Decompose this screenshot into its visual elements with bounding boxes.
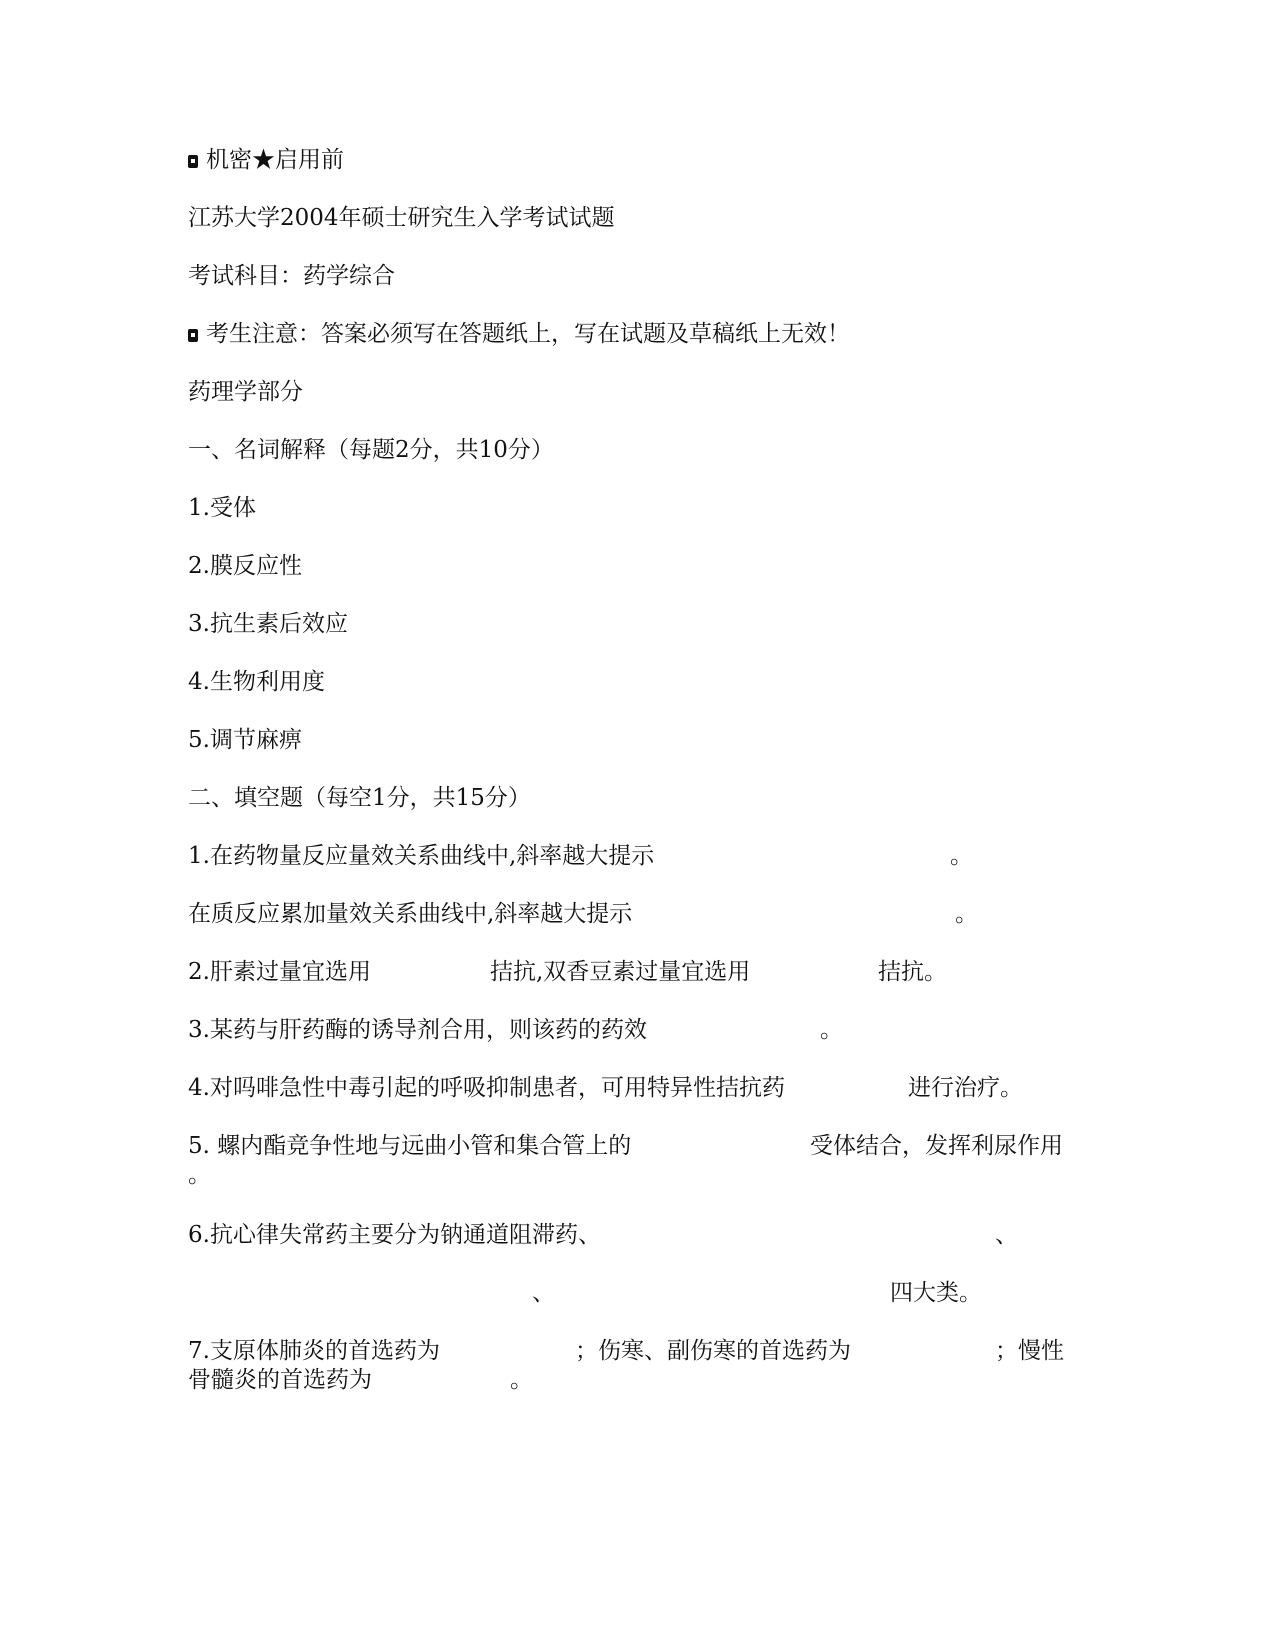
document-box-icon xyxy=(188,329,198,342)
question-5c: 。 xyxy=(188,1162,211,1188)
question-6a: 6.抗心律失常药主要分为钠通道阻滞药、 xyxy=(188,1222,601,1248)
exam-title: 江苏大学2004年硕士研究生入学考试试题 xyxy=(188,205,615,231)
question-1b-end: 。 xyxy=(955,901,978,927)
question-6b: 、 xyxy=(995,1222,1018,1248)
question-2c: 拮抗。 xyxy=(878,959,947,985)
question-7a: 7.支原体肺炎的首选药为 xyxy=(188,1338,440,1364)
question-7c: ；慢性 xyxy=(995,1338,1064,1364)
part1-item: 1.受体 xyxy=(188,495,256,521)
notice-line xyxy=(188,319,850,349)
exam-subject: 考试科目：药学综合 xyxy=(188,263,395,289)
question-5b: 受体结合，发挥利尿作用 xyxy=(810,1133,1063,1159)
section-title: 药理学部分 xyxy=(188,379,303,405)
part2-heading: 二、填空题（每空1分，共15分） xyxy=(188,785,531,811)
question-1a-end: 。 xyxy=(950,843,973,869)
part1-item: 4.生物利用度 xyxy=(188,669,325,695)
question-4b: 进行治疗。 xyxy=(908,1075,1023,1101)
question-5a: 5. 螺内酯竞争性地与远曲小管和集合管上的 xyxy=(188,1133,632,1159)
confidential-line xyxy=(188,145,344,175)
question-7d: 骨髓炎的首选药为 xyxy=(188,1367,372,1393)
question-1b: 在质反应累加量效关系曲线中,斜率越大提示 xyxy=(188,901,633,927)
question-2b: 拮抗,双香豆素过量宜选用 xyxy=(490,959,751,985)
document-box-icon xyxy=(188,155,198,168)
part1-item: 3.抗生素后效应 xyxy=(188,611,348,637)
question-6c: 、 xyxy=(532,1280,555,1306)
confidential-label: 机密★启用前 xyxy=(206,147,344,173)
part1-heading: 一、名词解释（每题2分，共10分） xyxy=(188,437,554,463)
question-7e: 。 xyxy=(510,1367,533,1393)
notice-text: 考生注意：答案必须写在答题纸上，写在试题及草稿纸上无效！ xyxy=(206,321,850,347)
question-4a: 4.对吗啡急性中毒引起的呼吸抑制患者，可用特异性拮抗药 xyxy=(188,1075,785,1101)
question-6d: 四大类。 xyxy=(890,1280,982,1306)
question-7b: ；伤寒、副伤寒的首选药为 xyxy=(575,1338,851,1364)
question-3a: 3.某药与肝药酶的诱导剂合用，则该药的药效 xyxy=(188,1017,647,1043)
question-3b: 。 xyxy=(820,1017,843,1043)
part1-item: 5.调节麻痹 xyxy=(188,727,302,753)
part1-item: 2.膜反应性 xyxy=(188,553,302,579)
question-1a: 1.在药物量反应量效关系曲线中,斜率越大提示 xyxy=(188,843,655,869)
question-2a: 2.肝素过量宜选用 xyxy=(188,959,371,985)
